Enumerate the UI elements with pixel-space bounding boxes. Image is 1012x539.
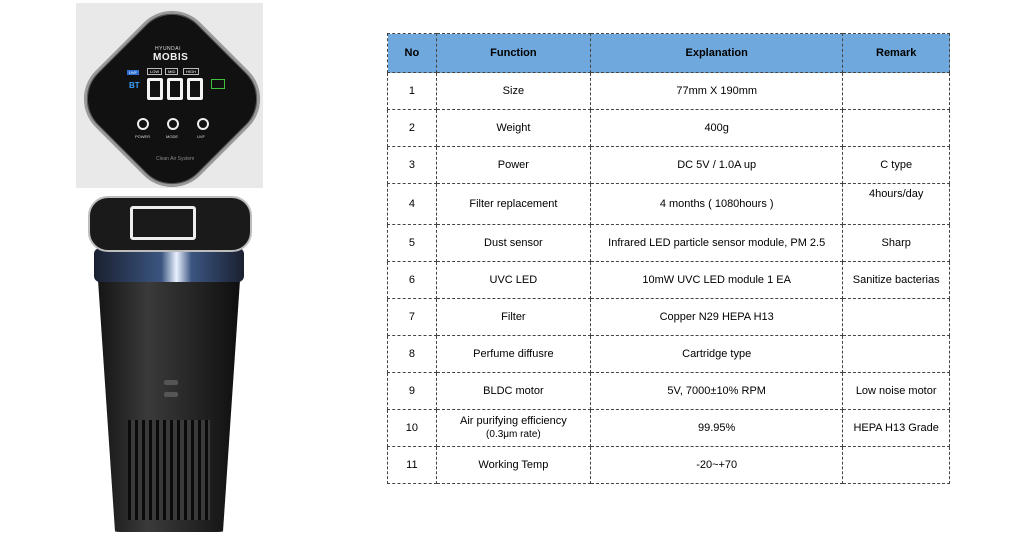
cell-function: Perfume diffusre bbox=[436, 336, 590, 373]
header-remark: Remark bbox=[843, 34, 950, 73]
cell-no: 2 bbox=[388, 110, 437, 147]
cell-explanation: 99.95% bbox=[591, 410, 843, 447]
device-cylinder-body bbox=[98, 280, 240, 532]
mid-tag: MID bbox=[165, 68, 178, 75]
usb-port bbox=[164, 380, 178, 385]
table-row bbox=[388, 410, 950, 447]
cell-function: BLDC motor bbox=[436, 373, 590, 410]
cell-explanation: 400g bbox=[591, 110, 843, 147]
usb-port bbox=[164, 392, 178, 397]
cell-no: 3 bbox=[388, 147, 437, 184]
cell-remark: Sharp bbox=[843, 225, 950, 262]
uvf-tag: UVF bbox=[129, 70, 137, 75]
cell-no: 1 bbox=[388, 73, 437, 110]
table-row bbox=[388, 184, 950, 225]
cell-explanation: 4 months ( 1080hours ) bbox=[591, 184, 843, 225]
cell-explanation: 10mW UVC LED module 1 EA bbox=[591, 262, 843, 299]
table-row bbox=[388, 110, 950, 147]
device-display bbox=[130, 206, 196, 240]
cell-function-sub: (0.3μm rate) bbox=[486, 429, 541, 440]
table-row bbox=[388, 336, 950, 373]
cell-remark bbox=[843, 110, 950, 147]
cell-function: UVC LED bbox=[436, 262, 590, 299]
low-tag: LOW bbox=[147, 68, 162, 75]
cell-remark: 4hours/day bbox=[843, 184, 950, 225]
table-row bbox=[388, 447, 950, 484]
cell-function: Size bbox=[436, 73, 590, 110]
table-row bbox=[388, 262, 950, 299]
header-explanation: Explanation bbox=[591, 34, 843, 73]
mode-icon bbox=[167, 118, 179, 130]
cell-function: Weight bbox=[436, 110, 590, 147]
cell-explanation: 5V, 7000±10% RPM bbox=[591, 373, 843, 410]
spec-table bbox=[387, 33, 950, 484]
tagline-text: Clean Air System bbox=[156, 156, 195, 162]
battery-icon bbox=[211, 79, 225, 89]
display-digit bbox=[167, 78, 183, 100]
cell-explanation: Cartridge type bbox=[591, 336, 843, 373]
cell-function: Filter bbox=[436, 299, 590, 336]
cell-remark bbox=[843, 336, 950, 373]
cell-no: 11 bbox=[388, 447, 437, 484]
power-icon bbox=[137, 118, 149, 130]
cell-function: Filter replacement bbox=[436, 184, 590, 225]
table-row bbox=[388, 225, 950, 262]
display-digit bbox=[187, 78, 203, 100]
product-side-view-image bbox=[80, 192, 265, 537]
cell-function-main: Air purifying efficiency bbox=[459, 415, 567, 427]
cell-no: 7 bbox=[388, 299, 437, 336]
cell-remark bbox=[843, 299, 950, 336]
product-top-view-image bbox=[76, 3, 263, 188]
bt-indicator: BT bbox=[129, 81, 140, 90]
cell-remark: HEPA H13 Grade bbox=[843, 410, 950, 447]
cell-explanation: Copper N29 HEPA H13 bbox=[591, 299, 843, 336]
cell-function: Power bbox=[436, 147, 590, 184]
uvf-icon bbox=[197, 118, 209, 130]
brand-logo-text: MOBIS bbox=[153, 52, 189, 63]
cell-explanation: 77mm X 190mm bbox=[591, 73, 843, 110]
cell-function bbox=[436, 410, 590, 447]
power-label: POWER bbox=[135, 134, 151, 139]
cell-no: 4 bbox=[388, 184, 437, 225]
display-digit bbox=[147, 78, 163, 100]
cell-explanation: -20~+70 bbox=[591, 447, 843, 484]
device-head bbox=[88, 196, 252, 252]
header-no: No bbox=[388, 34, 437, 73]
cell-explanation: DC 5V / 1.0A up bbox=[591, 147, 843, 184]
cell-explanation: Infrared LED particle sensor module, PM 2.5 bbox=[591, 225, 843, 262]
cell-remark: Sanitize bacterias bbox=[843, 262, 950, 299]
air-intake-grille bbox=[128, 420, 210, 520]
mode-label: MODE bbox=[166, 134, 178, 139]
light-ring bbox=[94, 248, 244, 282]
cell-function: Working Temp bbox=[436, 447, 590, 484]
cell-remark bbox=[843, 447, 950, 484]
cell-remark bbox=[843, 73, 950, 110]
device-top-body bbox=[67, 0, 276, 204]
uvf-label: UVF bbox=[197, 134, 205, 139]
cell-no: 10 bbox=[388, 410, 437, 447]
cell-no: 5 bbox=[388, 225, 437, 262]
table-row bbox=[388, 299, 950, 336]
cell-no: 8 bbox=[388, 336, 437, 373]
brand-small-text: HYUNDAI bbox=[155, 46, 182, 52]
table-header-row bbox=[388, 34, 950, 73]
table-row bbox=[388, 147, 950, 184]
header-function: Function bbox=[436, 34, 590, 73]
cell-no: 9 bbox=[388, 373, 437, 410]
cell-remark: Low noise motor bbox=[843, 373, 950, 410]
high-tag: HIGH bbox=[183, 68, 199, 75]
cell-function: Dust sensor bbox=[436, 225, 590, 262]
cell-remark: C type bbox=[843, 147, 950, 184]
cell-no: 6 bbox=[388, 262, 437, 299]
table-row bbox=[388, 373, 950, 410]
table-row bbox=[388, 73, 950, 110]
